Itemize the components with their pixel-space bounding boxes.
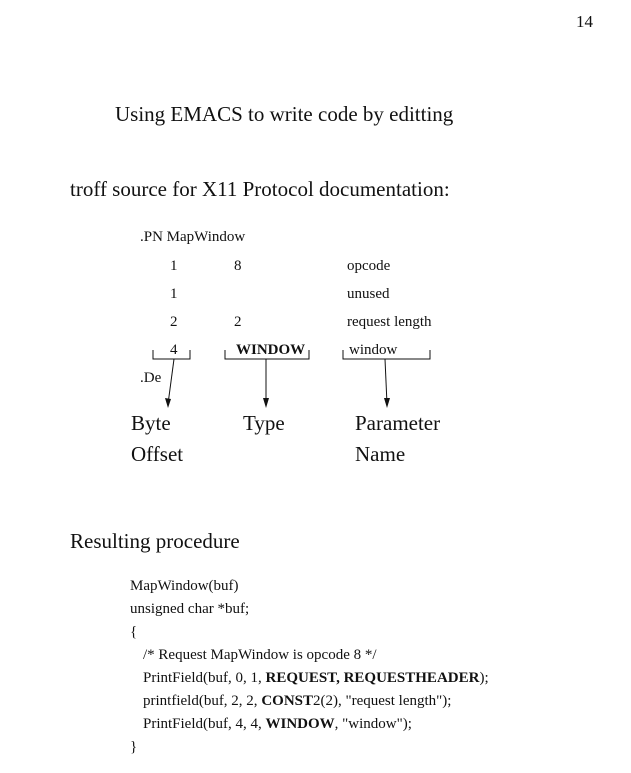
row-offset: 1 bbox=[170, 258, 178, 274]
code-line: MapWindow(buf) bbox=[130, 578, 239, 594]
code-line: PrintField(buf, 0, 1, REQUEST, REQUESTHEADER); bbox=[143, 670, 489, 686]
label-offset: Offset bbox=[131, 442, 184, 466]
code-line: { bbox=[130, 624, 138, 640]
code-line: /* Request MapWindow is opcode 8 */ bbox=[143, 647, 377, 663]
code-line: unsigned char *buf; bbox=[130, 601, 250, 617]
type-bracket bbox=[225, 350, 309, 359]
resulting-heading: Resulting procedure bbox=[70, 529, 240, 553]
type-arrowhead bbox=[263, 398, 269, 408]
label-byte: Byte bbox=[131, 411, 171, 435]
label-parameter: Parameter bbox=[355, 411, 441, 435]
offset-arrowhead bbox=[165, 398, 171, 408]
row-name: window bbox=[349, 342, 398, 358]
name-arrowhead bbox=[384, 398, 390, 408]
troff-heading: troff source for X11 Protocol documentation: bbox=[70, 177, 450, 201]
row-offset: 4 bbox=[170, 342, 178, 358]
code-line: } bbox=[130, 739, 138, 755]
row-name: opcode bbox=[347, 258, 391, 274]
name-arrow-line bbox=[385, 359, 387, 404]
offset-bracket bbox=[153, 350, 190, 359]
troff-pn-line: .PN MapWindow bbox=[140, 229, 246, 245]
row-name: unused bbox=[347, 286, 390, 302]
row-type: 8 bbox=[234, 258, 242, 274]
label-name: Name bbox=[355, 442, 406, 466]
troff-de-line: .De bbox=[140, 370, 162, 386]
row-name: request length bbox=[347, 314, 432, 330]
code-line: PrintField(buf, 4, 4, WINDOW, "window"); bbox=[143, 716, 412, 732]
label-type: Type bbox=[243, 411, 285, 435]
page-title: Using EMACS to write code by editting bbox=[115, 102, 454, 126]
page-number: 14 bbox=[576, 12, 593, 31]
offset-arrow-line bbox=[168, 359, 174, 404]
code-line: printfield(buf, 2, 2, CONST2(2), "request length"); bbox=[143, 693, 452, 709]
row-offset: 1 bbox=[170, 286, 178, 302]
row-type: 2 bbox=[234, 314, 242, 330]
name-bracket bbox=[343, 350, 430, 359]
row-type: WINDOW bbox=[236, 342, 306, 358]
row-offset: 2 bbox=[170, 314, 178, 330]
code-block bbox=[130, 575, 489, 759]
